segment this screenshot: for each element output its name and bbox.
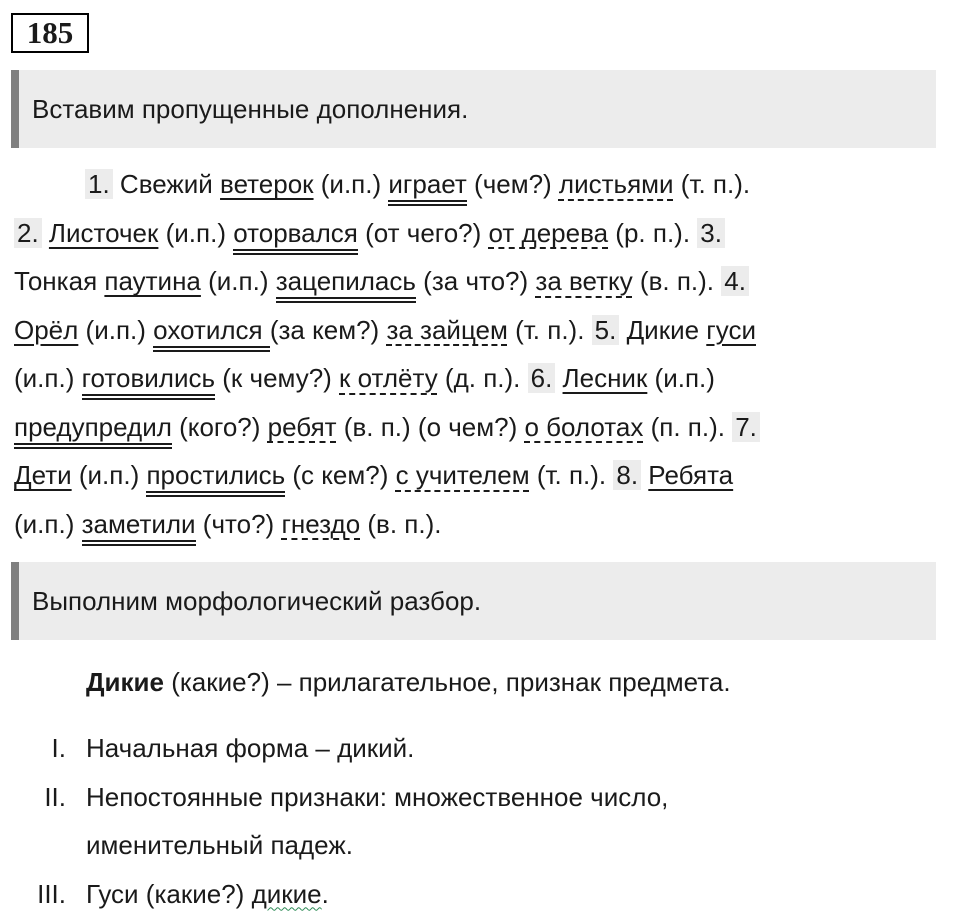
subject-word: Лесник [562,363,648,393]
text-line [14,403,954,452]
text-fragment: (от чего?) [357,217,489,248]
list-item-text-pre: Гуси (какие?) [86,878,252,909]
object-word: за зайцем [386,314,508,345]
list-item-number: I. [51,733,66,763]
predicate-word: предупредил [14,412,172,449]
text-fragment: (и.п.) [14,363,82,393]
list-item [0,773,960,822]
spellcheck-word: дикие [251,878,322,909]
morph-word: Дикие [86,667,164,697]
text-fragment: (и.п.) [14,508,82,539]
predicate-word: оторвался [233,218,358,255]
text-fragment: (чем?) [466,169,559,199]
text-line [14,257,954,306]
text-fragment: (кого?) [171,411,268,442]
text-fragment: (д. п.). [437,363,528,393]
object-word: листьями [558,169,674,199]
sentence-number: 7. [732,412,760,442]
text-fragment: (с кем?) [285,460,396,490]
list-item [0,724,960,773]
exercise-text [14,160,954,548]
text-fragment: (за кем?) [269,314,387,345]
object-word: с учителем [395,460,530,490]
text-fragment: Дикие [619,314,707,345]
text-fragment: (р. п.). [608,217,698,248]
subject-word: Дети [14,460,72,490]
list-item-number: II. [44,781,66,812]
text-fragment: (т. п.). [673,169,751,199]
text-fragment: (и.п.) [647,363,715,393]
predicate-word: заметили [82,509,196,546]
text-line [14,451,954,500]
subject-word: Орёл [14,314,79,345]
subject-word: Листочек [48,217,159,248]
sentence-number: 6. [528,363,556,393]
sentence-number: 1. [85,169,113,199]
text-fragment [555,363,562,393]
list-item [0,870,960,919]
text-line [14,354,954,403]
text-fragment: (и.п.) [71,460,147,490]
list-item-text-post: . [321,878,329,909]
text-fragment: (и.п.) [158,217,234,248]
object-word: ребят [267,411,337,442]
list-item-text: Начальная форма – дикий. [86,733,415,763]
object-word: от дерева [488,217,609,248]
text-line [14,209,954,258]
task-number: 185 [26,15,74,50]
object-word: к отлёту [339,363,438,393]
text-fragment [42,218,49,248]
text-fragment: (за что?) [415,266,536,296]
text-fragment: (и.п.) [200,266,276,296]
text-fragment: (что?) [195,508,282,539]
predicate-word: зацепилась [276,266,416,303]
sentence-number: 5. [592,315,620,345]
text-fragment: (и.п.) [313,169,389,199]
section-title: Вставим пропущенные дополнения. [32,93,469,124]
morph-description: (какие?) – прилагательное, признак предмета. [163,667,731,697]
list-item-text [86,870,329,919]
list-item-text: Непостоянные признаки: множественное число, [86,781,669,812]
sentence-number: 4. [721,266,749,296]
predicate-word: простились [146,460,285,497]
sentence-number: 3. [697,218,725,248]
morph-list [0,724,960,918]
task-number-box [11,13,89,53]
list-item-text: именительный падеж. [86,830,353,860]
subject-word: ветерок [220,169,314,199]
predicate-word: готовились [82,363,215,400]
text-line [14,160,954,209]
list-item [0,821,960,870]
subject-word: гуси [706,314,756,345]
text-fragment: (т. п.). [529,460,614,490]
section-header-insert [11,70,936,148]
section-title: Выполним морфологический разбор. [32,585,482,616]
section-header-morphology [11,562,936,640]
text-fragment: (т. п.). [507,314,592,345]
text-line [14,500,954,549]
text-fragment: (и.п.) [78,314,154,345]
text-fragment: (в. п.). [360,508,442,539]
text-line [14,306,954,355]
sentence-number: 8. [613,460,641,490]
subject-word: Ребята [648,460,734,490]
text-fragment: (к чему?) [215,363,340,393]
predicate-word: охотился [153,315,270,352]
subject-word: паутина [104,266,201,296]
object-word: о болотах [524,411,644,442]
object-word: гнездо [281,508,361,539]
object-word: за ветку [535,266,633,296]
sentence-number: 2. [14,218,42,248]
morph-intro [86,662,731,702]
list-item-number: III. [37,878,66,909]
text-fragment: Тонкая [14,266,105,296]
text-fragment: (в. п.). [632,266,722,296]
text-fragment: (п. п.). [643,411,733,442]
text-fragment: (в. п.) (о чем?) [336,411,525,442]
predicate-word: играет [388,169,466,206]
text-fragment: Свежий [112,169,221,199]
